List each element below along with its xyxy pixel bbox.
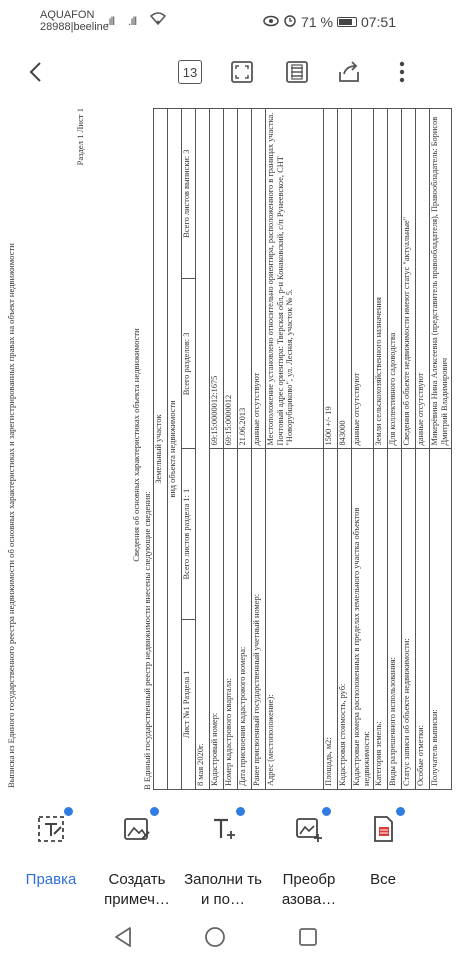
sheet-number: Лист №1 Раздела 1: [182, 619, 196, 789]
total-sheets-section: Всего листов раздела 1: 1: [182, 449, 196, 619]
row-value: 69:15:0000012: [224, 109, 238, 450]
table-row: [388, 109, 402, 790]
annotate-action[interactable]: [94, 810, 180, 920]
more-vertical-icon: [399, 61, 405, 83]
clock: 07:51: [360, 13, 396, 30]
table-row: [352, 109, 374, 790]
bottom-action-bar: [0, 810, 432, 930]
row-label: Особые отметки:: [416, 449, 430, 790]
convert-image-icon: [294, 814, 324, 844]
status-bar: [0, 0, 432, 40]
table-row: [210, 109, 224, 790]
back-arrow-icon: [28, 61, 42, 83]
row-label: Площадь, м2:: [324, 449, 338, 790]
image-annotate-icon: [122, 814, 152, 844]
document-rows: [210, 109, 452, 790]
table-row: [252, 109, 266, 790]
share-icon: [336, 60, 362, 84]
top-toolbar: [0, 48, 432, 96]
row-label: Статус записи об объекте недвижимости:: [402, 449, 416, 790]
table-row: [338, 109, 352, 790]
action-label-annotate: Создать примеч…: [104, 871, 170, 908]
nav-home-button[interactable]: [204, 926, 226, 953]
table-row: [266, 109, 324, 790]
share-button[interactable]: [334, 56, 364, 88]
intro-title: Сведения об основных характеристиках объекта недвижимости: [131, 328, 141, 562]
row-label: Кадастровые номера расположенных в пределах земельного участка объектов недвижимости:: [352, 449, 374, 790]
battery-percent: 71 %: [301, 13, 333, 30]
fill-sign-action[interactable]: [180, 810, 266, 920]
signal-icon-2: .ıll: [128, 14, 136, 28]
row-label: Дата присвоения кадастрового номера:: [238, 449, 252, 790]
document-table: [153, 108, 452, 790]
table-row: [430, 109, 452, 790]
feature-badge: [63, 806, 74, 817]
row-label: Номер кадастрового квартала:: [224, 449, 238, 790]
document-date: 8 мая 2020г.: [196, 109, 210, 790]
feature-badge: [149, 806, 160, 817]
row-value: 1500 +/- 19: [324, 109, 338, 450]
object-type: Земельный участок: [154, 109, 168, 790]
row-label: Ранее присвоенный государственный учетный номер:: [252, 449, 266, 790]
more-menu-button[interactable]: [392, 56, 412, 88]
feature-badge: [395, 806, 406, 817]
row-label: Кадастровая стоимость, руб:: [338, 449, 352, 790]
signal-icon: .ıll: [106, 14, 114, 28]
nav-back-button[interactable]: [113, 926, 133, 953]
all-tools-icon: [368, 814, 398, 844]
action-label-all: Все: [370, 871, 396, 888]
action-label-edit: Правка: [25, 871, 77, 888]
nav-recents-icon: [298, 927, 318, 947]
row-value: данные отсутствуют: [416, 109, 430, 450]
table-row: [416, 109, 430, 790]
row-value: Микерёвина Нина Алексеевна (представитель правообладателя), Правообладатель: Борисов Дмитрий Владимирович: [430, 109, 452, 450]
table-row: [402, 109, 416, 790]
object-type-caption: вид объекта недвижимости: [168, 109, 182, 790]
all-tools-action[interactable]: [340, 810, 426, 920]
system-navigation-bar: [0, 920, 432, 960]
edit-text-icon: [36, 814, 66, 844]
feature-badge: [321, 806, 332, 817]
wifi-icon: [150, 12, 166, 28]
nav-back-icon: [113, 926, 133, 948]
nav-home-icon: [204, 926, 226, 948]
page-count-button[interactable]: [175, 56, 205, 88]
table-row: [224, 109, 238, 790]
row-label: Адрес (местоположение):: [266, 449, 324, 790]
document-view-icon: [285, 60, 309, 84]
row-value: данные отсутствуют: [352, 109, 374, 450]
row-label: Категория земель:: [374, 449, 388, 790]
row-value: Для коллективного садоводства: [388, 109, 402, 450]
table-row: [374, 109, 388, 790]
row-value: Сведения об объекте недвижимости имеют статус "актуальные": [402, 109, 416, 450]
row-value: 69:15:0000012:1675: [210, 109, 224, 450]
action-label-convert: Преобр азова…: [281, 871, 337, 908]
fullscreen-button[interactable]: [227, 56, 257, 88]
fullscreen-icon: [230, 60, 254, 84]
document-viewer[interactable]: [0, 100, 449, 800]
feature-badge: [235, 806, 246, 817]
row-value: 843000: [338, 109, 352, 450]
page-count: 13: [178, 60, 202, 84]
eye-icon: [263, 14, 279, 30]
battery-icon: [337, 17, 357, 27]
total-sheets: Всего листов выписки: 3: [182, 109, 196, 279]
table-row: [324, 109, 338, 790]
back-button[interactable]: [20, 56, 50, 88]
row-value: данные отсутствуют: [252, 109, 266, 450]
carrier-name: AQUAFON: [40, 9, 95, 21]
row-value: Местоположение установлено относительно ориентира, расположенного в границах участка. Почтовый адрес ориентира: Тверская обл, р-н Конаковский, с/п Рунеевское, СНТ "Новорубщиково", ул. Лесная, участок № 5.: [266, 109, 324, 450]
edit-action[interactable]: [8, 810, 94, 920]
row-label: Кадастровый номер:: [210, 449, 224, 790]
alarm-icon: [283, 13, 297, 30]
fill-sign-icon: [208, 814, 238, 844]
row-label: Получатель выписки:: [430, 449, 452, 790]
total-sections: Всего разделов: 3: [182, 279, 196, 449]
document-vertical-note: Выписка из Единого государственного реестра недвижимости об основных характеристиках и зарегистрированных правах на объект недвижимости: [6, 243, 16, 788]
carrier-info: [40, 9, 109, 33]
row-label: Виды разрешенного использования:: [388, 449, 402, 790]
document-page: [35, 100, 475, 790]
section-header: Раздел 1 Лист 1: [75, 108, 85, 166]
reading-mode-button[interactable]: [282, 56, 312, 88]
carrier-secondary: 28988|beeline: [40, 21, 109, 33]
row-value: Земли сельскохозяйственного назначения: [374, 109, 388, 450]
row-value: 21.06.2013: [238, 109, 252, 450]
action-label-fill: Заполни ть и по…: [184, 871, 262, 908]
status-right: [263, 13, 396, 30]
table-row: [238, 109, 252, 790]
intro-text: В Единый государственный реестр недвижимости внесены следующие сведения:: [142, 491, 152, 790]
nav-recents-button[interactable]: [298, 927, 318, 952]
